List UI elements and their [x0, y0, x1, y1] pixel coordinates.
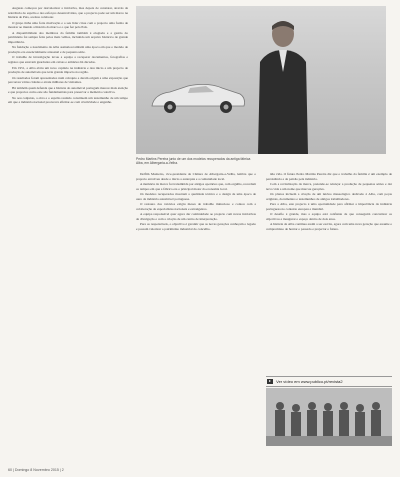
paragraph: A disponibilidade dos membros da família também é elogiada e a gestão do património foi sempre feita pelos mais velhos, incluindo um arquivo histórico de grande importância. — [8, 30, 128, 44]
paragraph: Em 1951, a Alba abriu um novo capítulo na indústria e deu início a um projecto de produção de automóveis que teria grande impacto na região. — [8, 65, 128, 75]
man-portrait-illustration — [248, 12, 318, 154]
video-play-icon — [267, 379, 273, 384]
paragraph: Para os responsáveis, o objectivo é garantir que as novas gerações conheçam o legado e possam valorizar o património industrial do concelho. — [136, 222, 256, 232]
video-link[interactable] — [266, 376, 392, 387]
paragraph: Há também quem defenda que a história do automóvel português merece mais atenção e que projectos como este são fundamentais para preservar a memória colectiva. — [8, 85, 128, 95]
page-footer: 60 | Domingo 8 Novembro 2015 | 2 — [8, 468, 64, 472]
video-label: Ver vídeo em — [276, 379, 300, 384]
paragraph: Augusto começou por desvalorizar a iniciativa, mas depois de constatar, através da relevância do espólio e dos esforços desenvolvidos, que o projecto pode ser um marco na história do País, aceitou colaborar. — [8, 6, 128, 20]
group-photo — [266, 388, 392, 446]
paragraph: Na fundação o nascimento da Alba assinalou também uma época em que o modelo de produção era essencialmente artesanal e de pequena série. — [8, 45, 128, 54]
paragraph: A memória da marca foi transmitida por antigos operários que, com orgulho, recordam os tempos em que a fábrica era o principal motor da economia local. — [136, 182, 257, 191]
paragraph: A equipa responsável quer agora dar continuidade ao projecto com novas iniciativas de divulgação e com a criação de um centro de interpretação. — [136, 212, 256, 221]
main-photo — [136, 6, 386, 154]
classic-car-illustration — [148, 80, 248, 116]
video-url[interactable]: www.publico.pt/revista2 — [300, 379, 343, 384]
paragraph: Para a Alba, este projecto é uma oportunidade para afirmar a importância da indústria portuguesa no contexto europeu e mundial. — [266, 202, 392, 211]
paragraph: Com a revitalização da marca, pretende-se relançar a produção de pequenas séries e dar nova vida a um nome que marcou gerações. — [266, 182, 392, 191]
article-column-2 — [136, 172, 256, 233]
paragraph: O trabalho de investigação levou a equipa a recuperar documentos, fotografias e registos que estavam guardados em caixas e armários há décadas. — [8, 55, 128, 65]
paragraph: A história da Alba continua assim a ser escrita, agora com uma nova geração que assume o compromisso de honrar o passado e projectar o futuro. — [266, 222, 392, 232]
paragraph: Os resultados foram apresentados num colóquio e deram origem a uma exposição que percorreu várias cidades e atraiu milhares de visitantes. — [8, 75, 128, 85]
article-column-1 — [8, 6, 128, 106]
paragraph: nha vida. O futuro Pedro Martins Pereira diz que o trabalho da família é um exemplo de persistência e de paixão pela indústria. — [266, 172, 392, 181]
paragraph: O grupo tinha uma forte motivação e o seu líder criou com o projecto uma forma de mostrar ao mundo a história da marca e o que fez pelo País. — [8, 20, 128, 30]
group-of-people-illustration — [266, 388, 392, 446]
paragraph: Os planos incluem a criação de um núcleo museológico dedicado à Alba, com peças originais, documentos e testemunhos de antigos trabalhadores. — [266, 192, 392, 201]
paragraph: Delfim Monteiro, vice-presidente da Câmara de Albergaria-a-Velha, lembra que o projecto envolveu desde o início a autarquia e a comunidade local. — [136, 172, 256, 181]
paragraph: O desafio é grande, mas a equipa está confiante de que conseguirá concretizar os objectivos e inaugurar o espaço dentro de dois anos. — [266, 212, 392, 221]
photo-caption: Pedro Martins Pereira junto de um dos modelos recuperados da antiga fábrica Alba, em Albergaria-a-Velha. — [136, 157, 251, 166]
article-column-3 — [266, 172, 392, 372]
paragraph: O restauro dos veículos exigiu meses de trabalho minucioso e contou com a colaboração de especialistas nacionais e estrangeiros. — [136, 202, 256, 211]
paragraph: No seu conjunto, a obra e o espólio reunido constituem um testemunho de um tempo em que a indústria nacional procurava afirmar-se com criatividade e engenho. — [8, 95, 128, 105]
paragraph: Os modelos recuperados mostram a qualidade técnica e o design de uma época de ouro da indústria automóvel portuguesa. — [136, 192, 256, 201]
